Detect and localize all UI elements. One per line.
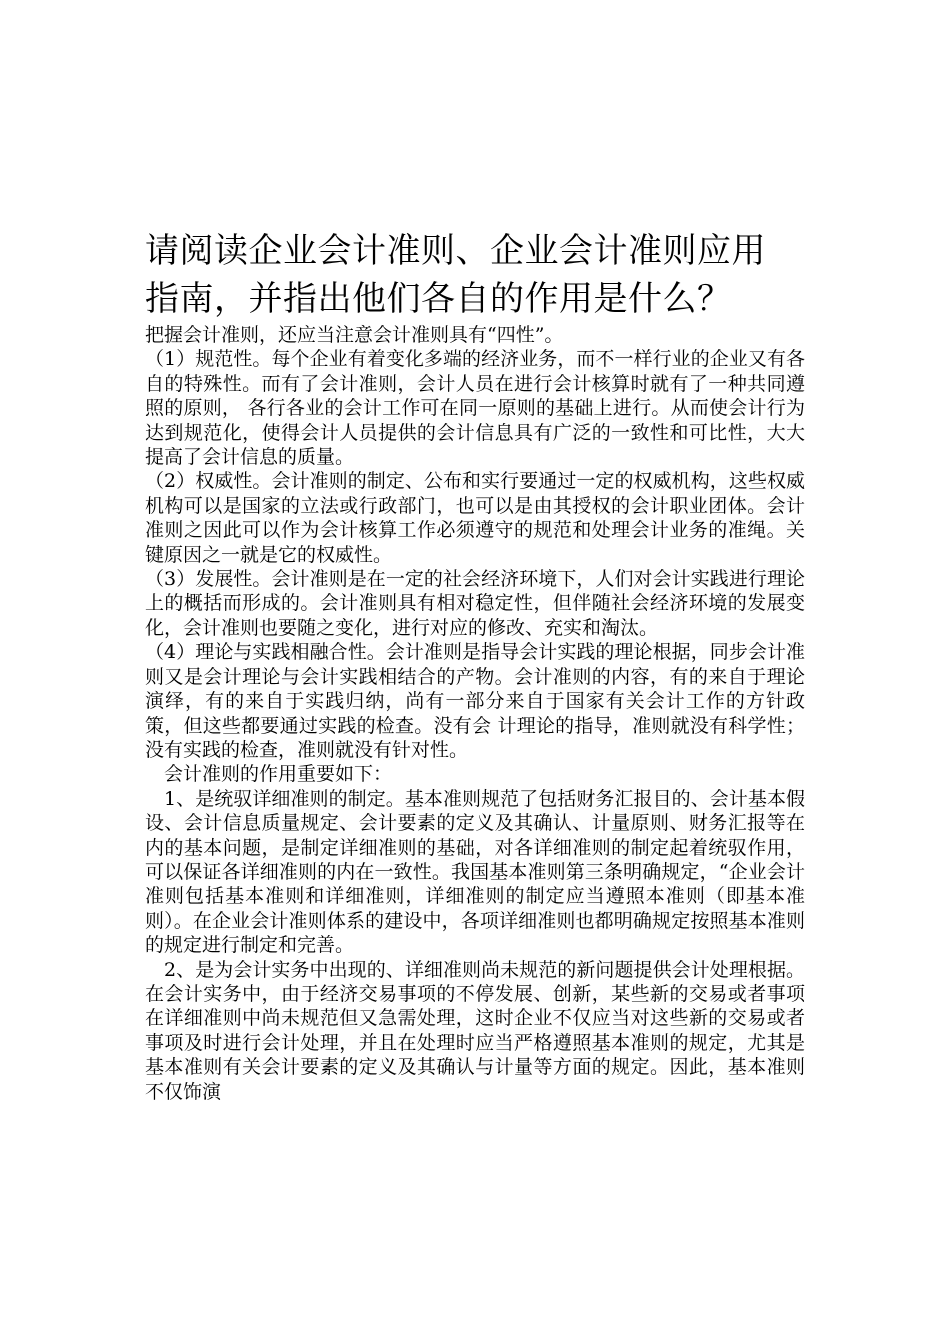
paragraph-authority: （2）权威性。会计准则的制定、公布和实行要通过一定的权威机构，这些权威机构可以是国家的立法或行政部门，也可以是由其授权的会计职业团体。会计准则之因此可以作为会计核算工作必须遵守的规范和处理会计业务的准绳。关键原因之一就是它的权威性。 [145, 470, 805, 566]
paragraph-roles-heading: 会计准则的作用重要如下： [164, 763, 393, 786]
document-title [145, 227, 805, 323]
paragraph-integration: （4）理论与实践相融合性。会计准则是指导会计实践的理论根据，同步会计准则又是会计理论与会计实践相结合的产物。会计准则的内容，有的来自于理论演绎，有的来自于实践归纳，尚有一部分来自于国家有关会计工作的方针政策，但这些都要通过实践的检查。没有会 计理论的指导，准则就没有科学性；没有实践的检查，准则就没有针对性。 [145, 641, 805, 761]
document-page [145, 227, 805, 1104]
paragraph-role-2: 2、是为会计实务中出现的、详细准则尚未规范的新问题提供会计处理根据。在会计实务中，由于经济交易事项的不停发展、创新，某些新的交易或者事项在详细准则中尚未规范但又急需处理，这时企业不仅应当对这些新的交易或者事项及时进行会计处理，并且在处理时应当严格遵照基本准则的规定，尤其是基本准则有关会计要素的定义及其确认与计量等方面的规定。因此，基本准则不仅饰演 [145, 958, 805, 1103]
paragraph-role-1: 1、是统驭详细准则的制定。基本准则规范了包括财务汇报目的、会计基本假设、会计信息质量规定、会计要素的定义及其确认、计量原则、财务汇报等在内的基本问题，是制定详细准则的基础，对各详细准则的制定起着统驭作用，可以保证各详细准则的内在一致性。我国基本准则第三条明确规定，“企业会计准则包括基本准则和详细准则，详细准则的制定应当遵照本准则（即基本准则）。在企业会计准则体系的建设中，各项详细准则也都明确规定按照基本准则的规定进行制定和完善。 [145, 787, 805, 957]
title-line-1: 请阅读企业会计准则、企业会计准则应用 [145, 231, 766, 271]
paragraph-normativity: （1）规范性。每个企业有着变化多端的经济业务，而不一样行业的企业又有各自的特殊性。而有了会计准则，会计人员在进行会计核算时就有了一种共同遵照的原则， 各行各业的会计工作可在同一原则的基础上进行。从而使会计行为达到规范化，使得会计人员提供的会计信息具有广泛的一致性和可比性，大大提高了会计信息的质量。 [145, 348, 805, 469]
paragraph-development: （3）发展性。会计准则是在一定的社会经济环境下，人们对会计实践进行理论上的概括而形成的。会计准则具有相对稳定性，但伴随社会经济环境的发展变化，会计准则也要随之变化，进行对应的修改、充实和淘汰。 [145, 568, 805, 639]
paragraph-intro: 把握会计准则，还应当注意会计准则具有“四性”。 [145, 324, 564, 346]
document-body [145, 323, 805, 1104]
title-line-2: 指南，并指出他们各自的作用是什么？ [145, 279, 732, 319]
